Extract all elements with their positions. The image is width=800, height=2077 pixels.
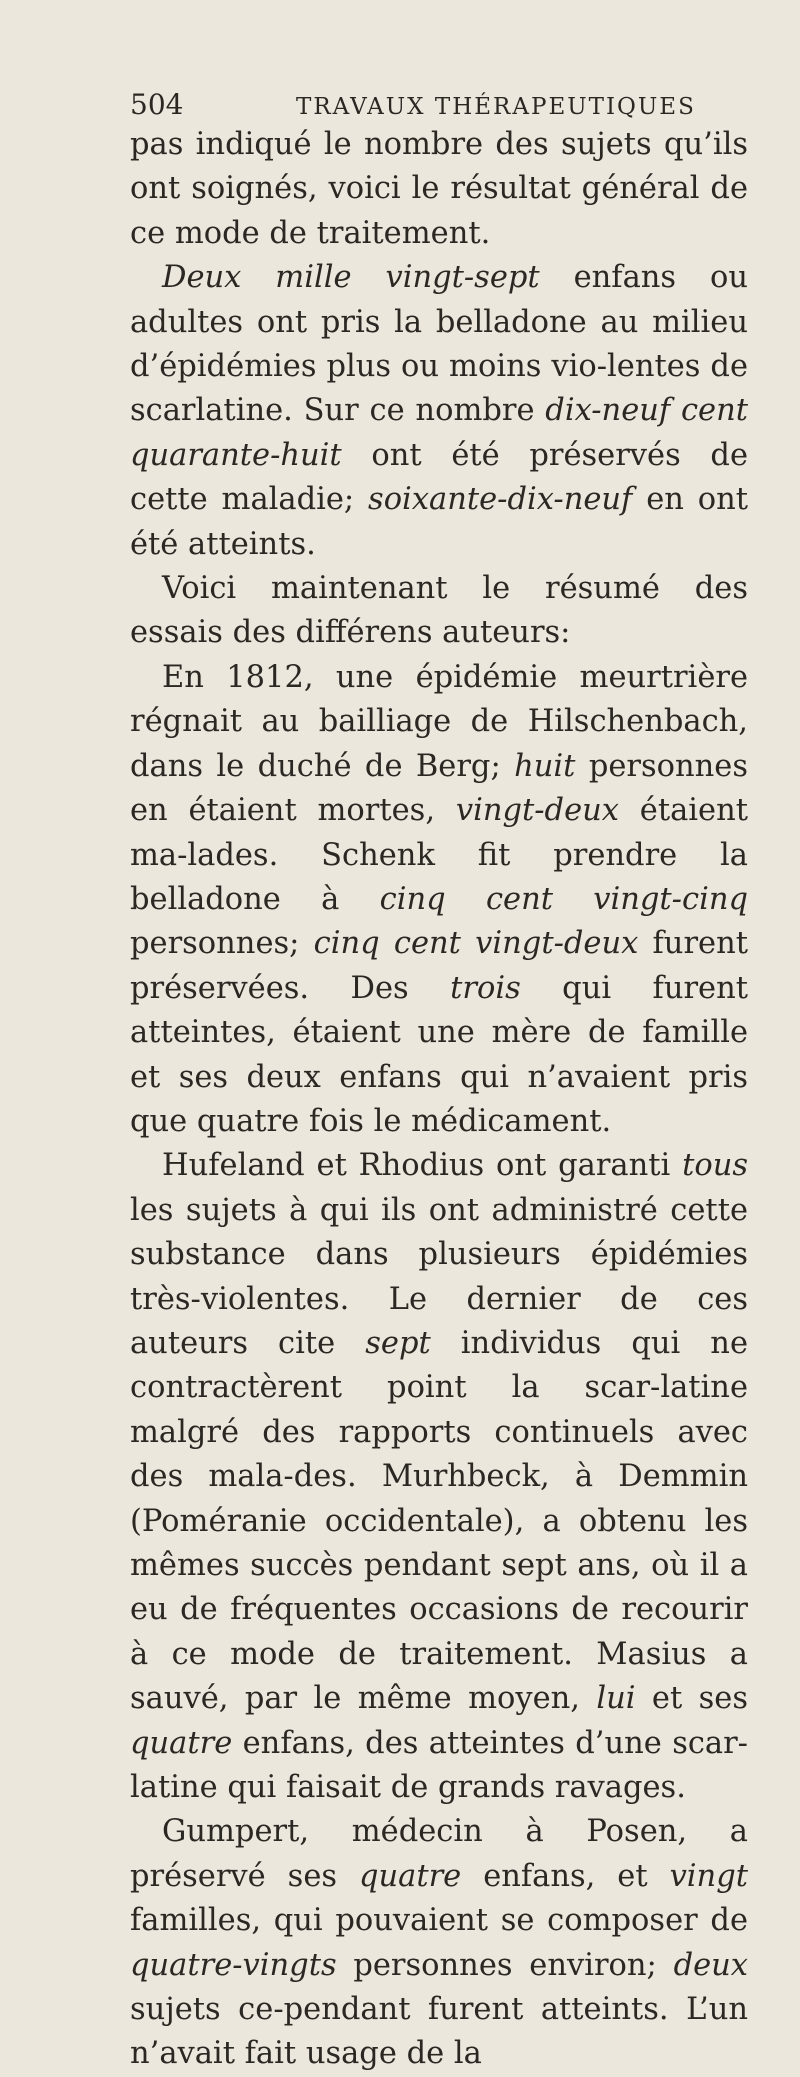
- italic-text: quatre: [130, 1725, 233, 1761]
- text-run: sujets ce-pendant furent atteints. L’un n’avait fait usage de la: [130, 1992, 748, 2072]
- text-run: pas indiqué le nombre des sujets qu’ils ont soignés, voici le résultat général de ce mode de traitement.: [130, 127, 748, 251]
- italic-text: vingt-deux: [455, 793, 619, 829]
- italic-text: sept: [365, 1325, 431, 1361]
- text-run: Hufeland et Rhodius ont garanti: [162, 1148, 683, 1184]
- italic-text: lui: [596, 1681, 636, 1717]
- paragraph: [130, 567, 748, 656]
- text-run: personnes;: [130, 926, 314, 962]
- running-title: TRAVAUX THÉRAPEUTIQUES: [296, 94, 696, 120]
- italic-text: vingt: [669, 1858, 748, 1894]
- text-run: enfans, des atteintes d’une scar-latine qui faisait de grands ravages.: [130, 1725, 748, 1806]
- text-run: étaient ma-lades. Schenk fit prendre la belladone à: [130, 793, 748, 917]
- paragraph: [130, 1144, 748, 1810]
- text-run: personnes en étaient mortes,: [130, 748, 748, 829]
- italic-text: dix-neuf cent quarante-huit: [130, 393, 748, 473]
- italic-text: cinq cent vingt-deux: [313, 926, 639, 962]
- text-run: En 1812, une épidémie meurtrière régnait au bailliage de Hilschenbach, dans le duché de Berg;: [130, 659, 748, 784]
- italic-text: soixante-dix-neuf: [368, 482, 633, 518]
- text-run: enfans, et: [461, 1858, 670, 1894]
- italic-text: quatre: [358, 1858, 462, 1894]
- paragraph: [130, 656, 748, 1144]
- italic-text: Deux mille vingt-sept: [162, 260, 540, 296]
- text-run: familles, qui pouvaient se composer de: [130, 1903, 748, 1939]
- paragraph: [130, 123, 748, 256]
- text-run: ont été préservés de cette maladie;: [130, 437, 748, 518]
- text-run: Gumpert, médecin à Posen, a préservé ses: [130, 1814, 748, 1894]
- italic-text: cinq cent vingt-cinq: [379, 881, 748, 917]
- body-text: [130, 123, 748, 2077]
- italic-text: deux: [673, 1947, 748, 1983]
- text-run: Voici maintenant le résumé des essais des différens auteurs:: [130, 571, 748, 651]
- running-header: [130, 88, 748, 121]
- text-run: enfans ou adultes ont pris la belladone au milieu d’épidémies plus ou moins vio-lentes de scarlatine. Sur ce nombre: [130, 260, 748, 429]
- text-run: et ses: [635, 1681, 748, 1717]
- text-run: les sujets à qui ils ont administré cette substance dans plusieurs épidémies très-violentes. Le dernier de ces auteurs cite: [130, 1192, 748, 1361]
- page-number: 504: [130, 88, 184, 121]
- text-run: individus qui ne contractèrent point la scar-latine malgré des rapports continuels avec des mala-des. Murhbeck, à Demmin (Poméranie occidentale), a obtenu les mêmes succès pendant sept ans, où il a eu de fréquentes occasions de recourir à ce mode de traitement. Masius a sauvé, par le même moyen,: [130, 1325, 749, 1717]
- text-run: personnes environ;: [336, 1947, 674, 1983]
- italic-text: huit: [514, 748, 576, 784]
- italic-text: tous: [682, 1148, 748, 1184]
- text-run: en ont été atteints.: [130, 482, 748, 562]
- italic-text: trois: [450, 970, 521, 1006]
- paragraph: [130, 1810, 748, 2076]
- text-run: qui furent atteintes, étaient une mère de famille et ses deux enfans qui n’avaient pris que quatre fois le médicament.: [130, 970, 748, 1139]
- italic-text: quatre-vingts: [130, 1947, 337, 1983]
- paragraph: [130, 256, 748, 567]
- text-run: furent préservées. Des: [130, 926, 748, 1006]
